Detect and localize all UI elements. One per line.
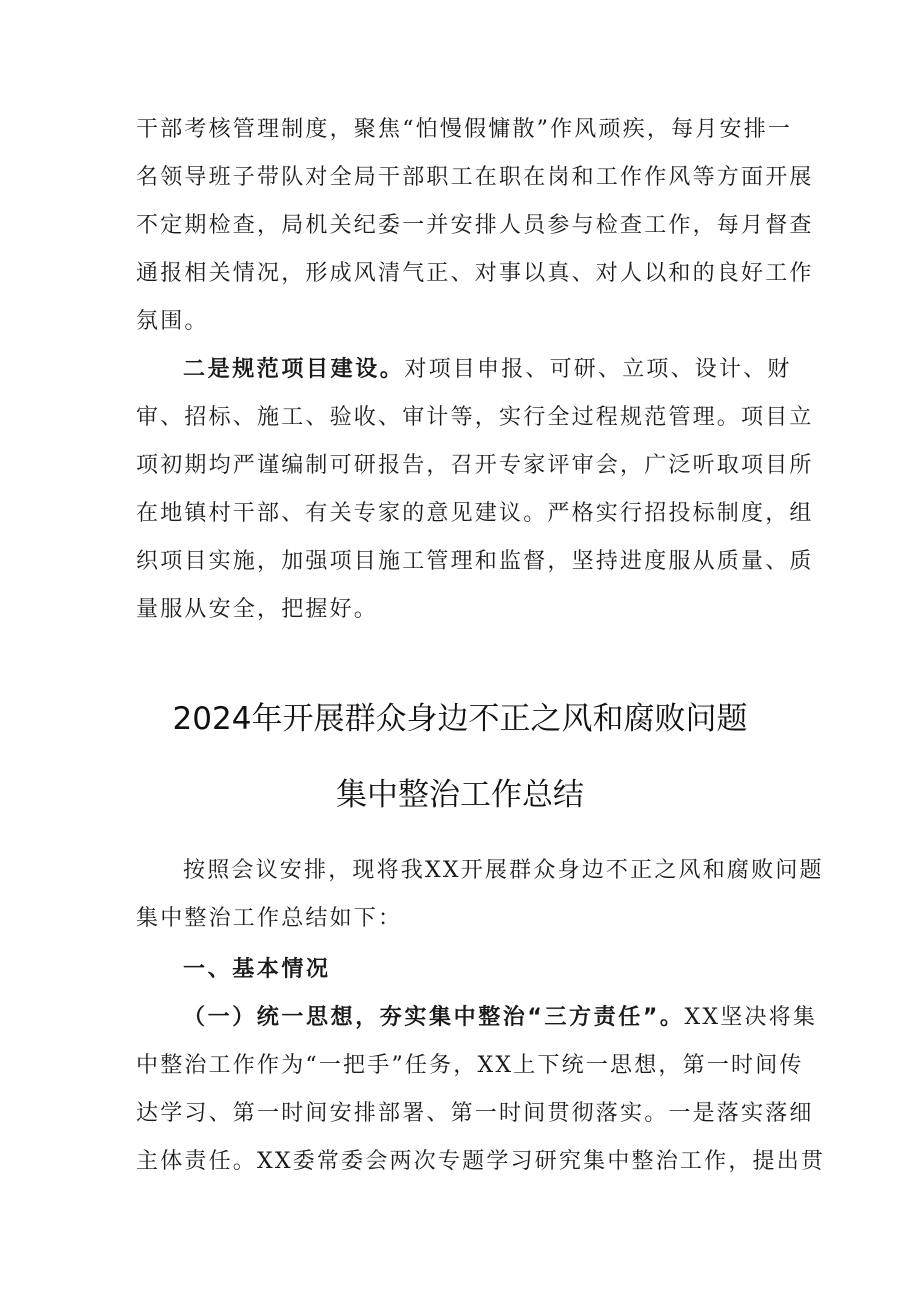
paragraph-line: 主体责任。XX委常委会两次专题学习研究集中整治工作，提出贯: [136, 1149, 826, 1174]
paragraph-line: 不定期检查，局机关纪委一并安排人员参与检查工作，每月督查: [136, 213, 814, 238]
subsection-text: XX坚决将集: [684, 1005, 818, 1030]
intro-line: 按照会议安排，现将我XX开展群众身边不正之风和腐败问题: [183, 858, 824, 883]
paragraph-line: 氛围。: [136, 309, 209, 334]
paragraph-line: 在地镇村干部、有关专家的意见建议。严格实行招投标制度，组: [136, 501, 814, 526]
subsection-heading: （一）统一思想，夯实集中整治“三方责任”。: [183, 1005, 685, 1030]
intro-line: 集中整治工作总结如下：: [136, 906, 403, 931]
paragraph-line: 项初期均严谨编制可研报告，召开专家评审会，广泛听取项目所: [136, 453, 814, 478]
paragraph-line: 审、招标、施工、验收、审计等，实行全过程规范管理。项目立: [136, 405, 814, 430]
paragraph-heading: 二是规范项目建设。: [183, 357, 405, 382]
paragraph-text: 对项目申报、可研、立项、设计、财: [404, 357, 792, 382]
document-title-line2: 集中整治工作总结: [336, 777, 584, 813]
paragraph-line: 名领导班子带队对全局干部职工在职在岗和工作作风等方面开展: [136, 165, 814, 190]
paragraph-line: 织项目实施，加强项目施工管理和监督，坚持进度服从质量、质: [136, 549, 814, 574]
paragraph-first-line: [183, 355, 796, 385]
paragraph-line: 通报相关情况，形成风清气正、对事以真、对人以和的良好工作: [136, 261, 814, 286]
paragraph-line: 干部考核管理制度，聚焦“怕慢假慵散”作风顽疾，每月安排一: [136, 117, 793, 142]
document-title-line1: 2024年开展群众身边不正之风和腐败问题: [172, 701, 748, 737]
section-heading: 一、基本情况: [183, 957, 331, 982]
subsection-first-line: [183, 1003, 818, 1033]
paragraph-line: 量服从安全，把握好。: [136, 597, 379, 622]
paragraph-line: 达学习、第一时间安排部署、第一时间贯彻落实。一是落实落细: [136, 1101, 814, 1126]
paragraph-line: 中整治工作作为“一把手”任务，XX上下统一思想，第一时间传: [136, 1053, 804, 1078]
